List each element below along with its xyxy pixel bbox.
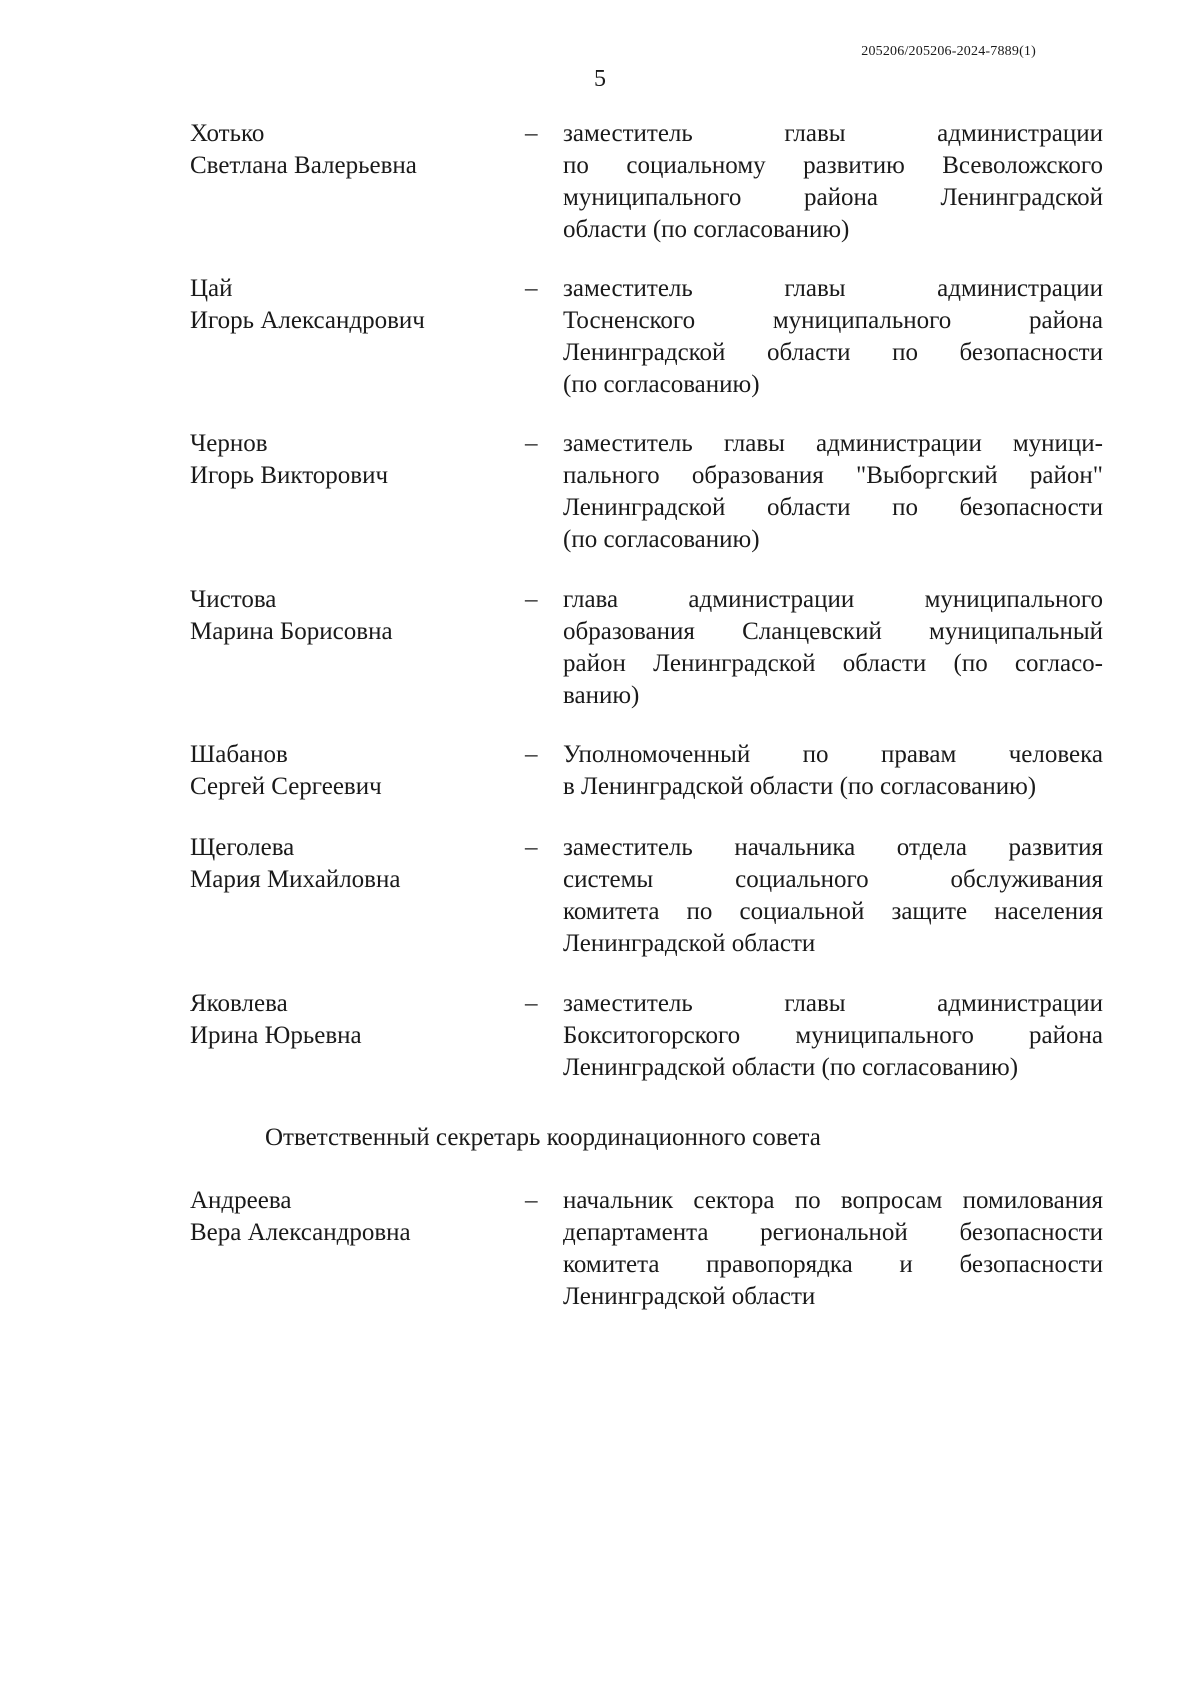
position-line: Ленинградской области по безопасности [563, 494, 1103, 521]
position-line: комитета по социальной защите населения [563, 898, 1103, 925]
member-surname: Щеголева [190, 834, 295, 861]
member-given-names: Игорь Александрович [190, 307, 425, 334]
position-line: Ленинградской области [563, 1283, 816, 1310]
position-line: начальник сектора по вопросам помилования [563, 1187, 1103, 1214]
member-position [563, 118, 1103, 246]
member-entry [0, 988, 1200, 1138]
position-line: по социальному развитию Всеволожского [563, 152, 1103, 179]
member-name [190, 832, 510, 896]
position-line: район Ленинградской области (по согласо- [563, 650, 1103, 677]
document-code: 205206/205206-2024-7889(1) [861, 44, 1036, 59]
position-line: департамента региональной безопасности [563, 1219, 1103, 1246]
position-line: Тосненского муниципального района [563, 307, 1103, 334]
position-line: (по согласованию) [563, 526, 760, 553]
member-name [190, 1185, 510, 1249]
position-line: Ленинградской области по безопасности [563, 339, 1103, 366]
position-line: системы социального обслуживания [563, 866, 1103, 893]
member-surname: Яковлева [190, 990, 288, 1017]
dash-separator: – [525, 120, 538, 147]
member-surname: Чернов [190, 430, 268, 457]
position-line: заместитель главы администрации [563, 120, 1103, 147]
dash-separator: – [525, 741, 538, 768]
dash-separator: – [525, 586, 538, 613]
member-given-names: Сергей Сергеевич [190, 773, 382, 800]
dash-separator: – [525, 990, 538, 1017]
member-name [190, 273, 510, 337]
member-given-names: Вера Александровна [190, 1219, 411, 1246]
position-line: заместитель главы администрации [563, 990, 1103, 1017]
member-position [563, 1185, 1103, 1313]
member-surname: Хотько [190, 120, 265, 147]
member-given-names: Ирина Юрьевна [190, 1022, 362, 1049]
member-name [190, 739, 510, 803]
dash-separator: – [525, 430, 538, 457]
position-line: заместитель начальника отдела развития [563, 834, 1103, 861]
member-given-names: Марина Борисовна [190, 618, 393, 645]
page-number: 5 [594, 66, 606, 92]
member-name [190, 428, 510, 492]
member-surname: Шабанов [190, 741, 288, 768]
secretary-entry [0, 1185, 1200, 1335]
position-line: Ленинградской области (по согласованию) [563, 1054, 1019, 1081]
member-surname: Цай [190, 275, 233, 302]
position-line: заместитель главы администрации [563, 275, 1103, 302]
position-line: пального образования "Выборгский район" [563, 462, 1103, 489]
dash-separator: – [525, 1187, 538, 1214]
position-line: области (по согласованию) [563, 216, 850, 243]
position-line: образования Сланцевский муниципальный [563, 618, 1103, 645]
member-position [563, 584, 1103, 712]
member-name [190, 118, 510, 182]
member-entry [0, 832, 1200, 982]
member-given-names: Игорь Викторович [190, 462, 389, 489]
member-entry [0, 584, 1200, 734]
position-line: комитета правопорядка и безопасности [563, 1251, 1103, 1278]
member-entry [0, 273, 1200, 423]
position-line: Бокситогорского муниципального района [563, 1022, 1103, 1049]
member-given-names: Мария Михайловна [190, 866, 401, 893]
member-position [563, 739, 1103, 803]
member-surname: Чистова [190, 586, 277, 613]
member-given-names: Светлана Валерьевна [190, 152, 417, 179]
member-name [190, 584, 510, 648]
dash-separator: – [525, 275, 538, 302]
member-position [563, 273, 1103, 401]
member-entry [0, 118, 1200, 268]
member-surname: Андреева [190, 1187, 292, 1214]
position-line: Уполномоченный по правам человека [563, 741, 1103, 768]
position-line: заместитель главы администрации муници- [563, 430, 1103, 457]
member-entry [0, 428, 1200, 578]
position-line: (по согласованию) [563, 371, 760, 398]
position-line: глава администрации муниципального [563, 586, 1103, 613]
secretary-section-heading: Ответственный секретарь координационного совета [265, 1124, 821, 1151]
position-line: в Ленинградской области (по согласованию) [563, 773, 1037, 800]
member-position [563, 988, 1103, 1084]
member-position [563, 832, 1103, 960]
position-line: муниципального района Ленинградской [563, 184, 1103, 211]
dash-separator: – [525, 834, 538, 861]
member-name [190, 988, 510, 1052]
member-position [563, 428, 1103, 556]
position-line: ванию) [563, 682, 640, 709]
position-line: Ленинградской области [563, 930, 816, 957]
